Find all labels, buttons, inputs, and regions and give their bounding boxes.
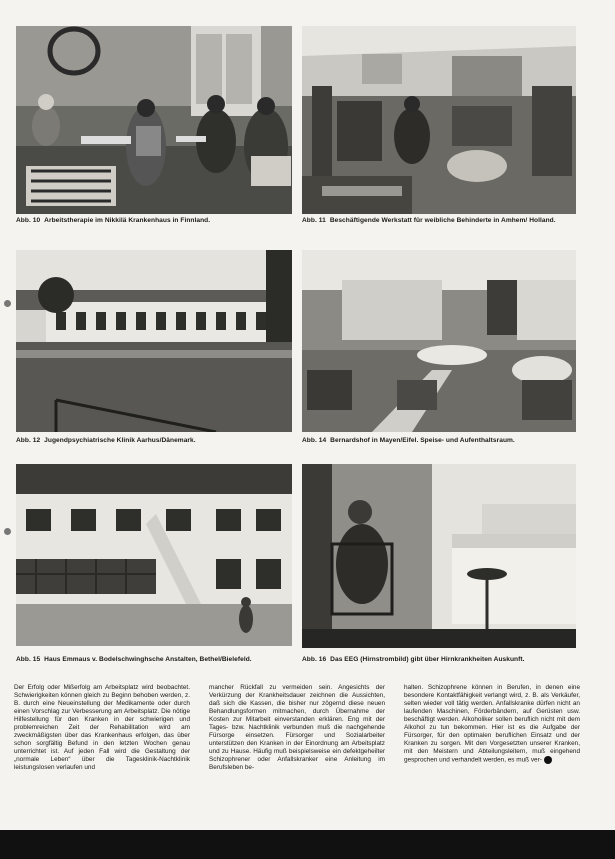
photo-eeg xyxy=(302,464,576,648)
caption-12: Abb. 12 Jugendpsychiatrische Klinik Aarhus/Dänemark. xyxy=(16,437,196,444)
article-body xyxy=(14,684,580,830)
caption-16: Abb. 16 Das EEG (Hirnstrombild) gibt über Hirnkrankheiten Auskunft. xyxy=(302,656,525,663)
punch-hole xyxy=(4,300,11,307)
photo-workshop xyxy=(302,26,576,214)
text-column-3: halten. Schizophrene können in Berufen, in denen eine besondere Kontaktfähigkeit verlangt wird, z. B. als Verkäufer, selten wieder voll tätig werden. Anfallskranke dürfen nicht an laufenden Maschinen, Förderbändern, auf Gerüsten usw. beschäftigt werden. Alkoholiker sollen beruflich nicht mit dem Alkohol zu tun bekommen. Hier ist es die Aufgabe der Fürsorger, für den optimalen beruflichen Einsatz und der Kranken zu sorgen. Mit den Vorgesetzten unserer Kranken, mit den Meistern und Abteilungsleitern, muß eingehend gesprochen und verhandelt werden, es muß ver- xyxy=(404,684,580,764)
text-column-1: Der Erfolg oder Mißerfolg am Arbeitsplatz wird beobachtet. Schwierigkeiten können gleich zu Beginn behoben werden, z. B. durch eine Neueinstellung der Medikamente oder durch einen Vorschlag zur Verbesserung am Arbeitsplatz. Die nötige Hilfestellung für den Kranken in der schwierigen und problemreichen Zeit der Rehabilitation wird am zweckmäßigsten über das Krankenhaus erfolgen, das über schon sorgfältig Befund in den letzten Wochen genau unterrichtet ist. Auf jeden Fall wird die Gestaltung der „normale Leben“ über die Tagesklinik-Nachtklinik leistungslosen verlaufen und xyxy=(14,684,190,771)
photo-haus-emmaus xyxy=(16,464,292,646)
caption-15: Abb. 15 Haus Emmaus v. Bodelschwinghsche Anstalten, Bethel/Bielefeld. xyxy=(16,656,252,663)
scan-border xyxy=(0,830,615,859)
text-column-2: mancher Rückfall zu vermeiden sein. Angesichts der Verkürzung der Krankheitsdauer zeichnen die Aussichten, daß sich die Kassen, die bisher nur zögernd diese neuen Behandlungsformen mitmachen, durch Übernahme der Kosten zur Mitarbeit einverstanden erklären. Eng mit der Tages- bzw. Nachtklinik verbunden muß die nachgehende Fürsorge einsetzen. Fürsorger und Sozialarbeiter unterstützen den Kranken in der Einordnung am Arbeitsplatz und zu Hause. Häufig muß beispielsweise ein defektgeheilter Schizophrener oder Anfallskranker eine Anleitung im Berufsleben be- xyxy=(209,684,385,771)
photo-occupational-therapy xyxy=(16,26,292,214)
caption-14: Abb. 14 Bernardshof in Mayen/Eifel. Speise- und Aufenthaltsraum. xyxy=(302,437,515,444)
punch-hole xyxy=(4,528,11,535)
caption-11: Abb. 11 Beschäftigende Werkstatt für weibliche Behinderte in Amhem/ Holland. xyxy=(302,217,556,224)
photo-clinic-aarhus xyxy=(16,250,292,432)
caption-10: Abb. 10 Arbeitstherapie im Nikkilä Krankenhaus in Finnland. xyxy=(16,217,211,224)
photo-dining-room xyxy=(302,250,576,432)
continuation-mark xyxy=(544,756,552,764)
